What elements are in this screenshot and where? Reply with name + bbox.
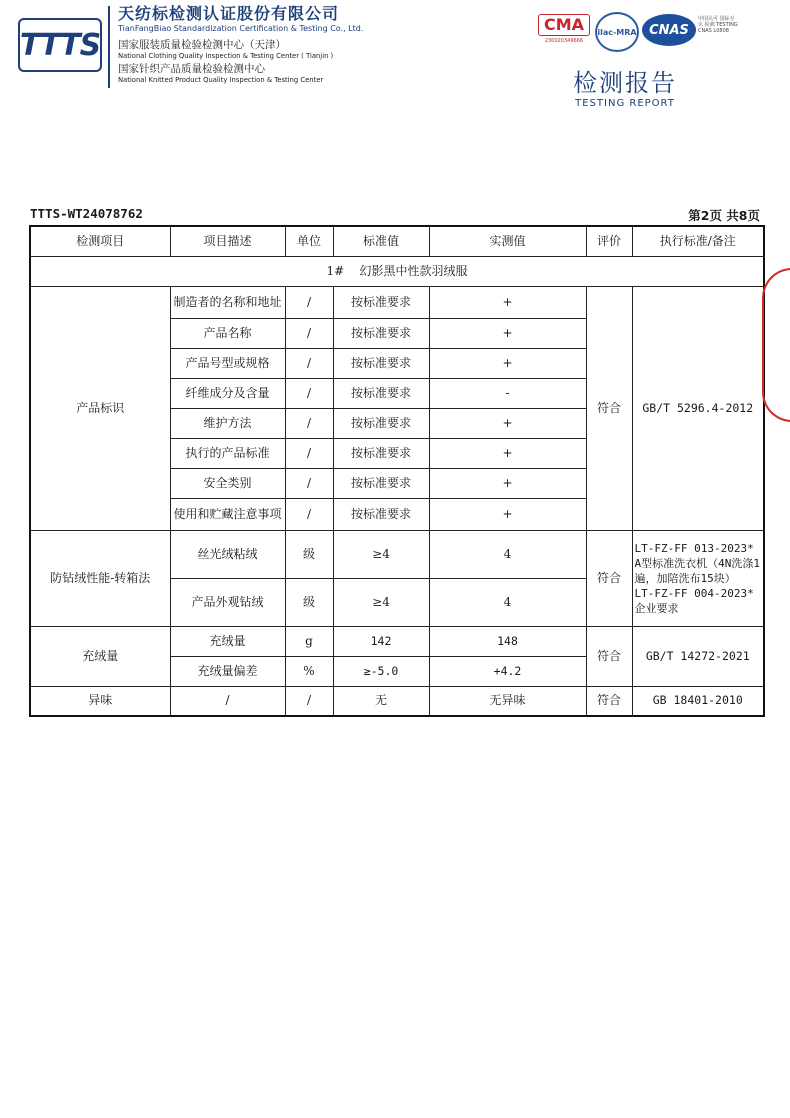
standard-g2: LT-FZ-FF 013-2023* A型标准洗衣机（4N洗涤1遍，加陪洗布15块） LT-FZ-FF 004-2023* 企业要求 <box>632 530 764 626</box>
item-standard-value: 按标准要求 <box>333 348 429 378</box>
item-measured-value: + <box>429 348 586 378</box>
item-unit: / <box>285 438 333 468</box>
standard-g4: GB 18401-2010 <box>632 686 764 716</box>
table-row <box>30 686 764 716</box>
item-standard-value: 按标准要求 <box>333 378 429 408</box>
item-unit: / <box>285 318 333 348</box>
item-unit: / <box>285 408 333 438</box>
column-header: 评价 <box>586 226 632 256</box>
column-header: 实测值 <box>429 226 586 256</box>
page-info: 第2页 共8页 <box>688 208 760 223</box>
item-desc: 充绒量 <box>170 626 285 656</box>
item-standard-value: ≥4 <box>333 530 429 578</box>
item-desc: 纤维成分及含量 <box>170 378 285 408</box>
evaluation-g2: 符合 <box>586 530 632 626</box>
item-desc: 产品名称 <box>170 318 285 348</box>
item-measured-value: + <box>429 468 586 498</box>
item-standard-value: 按标准要求 <box>333 468 429 498</box>
ilac-mra-mark <box>595 12 639 52</box>
sample-row <box>30 256 764 286</box>
sample-label: 1# 幻影黑中性款羽绒服 <box>30 256 764 286</box>
item-measured-value: 无异味 <box>429 686 586 716</box>
report-number: TTTS-WT24078762 <box>30 206 143 221</box>
group-label-g4: 异味 <box>30 686 170 716</box>
column-header: 检测项目 <box>30 226 170 256</box>
item-desc: 产品外观钻绒 <box>170 578 285 626</box>
report-title-en: TESTING REPORT <box>575 98 675 109</box>
report-title-cn: 检测报告 <box>573 69 677 97</box>
column-header: 执行标准/备注 <box>632 226 764 256</box>
standard-g1: GB/T 5296.4-2012 <box>632 286 764 530</box>
item-measured-value: + <box>429 286 586 318</box>
item-desc: 使用和贮藏注意事项 <box>170 498 285 530</box>
item-standard-value: 按标准要求 <box>333 498 429 530</box>
cnas-mark-text: CNAS <box>649 22 689 38</box>
item-unit: / <box>285 468 333 498</box>
inspection-seal <box>762 268 790 422</box>
item-standard-value: 按标准要求 <box>333 408 429 438</box>
table-row <box>30 530 764 578</box>
item-desc: 产品号型或规格 <box>170 348 285 378</box>
cma-mark-text: CMA <box>538 14 590 36</box>
item-measured-value: - <box>429 378 586 408</box>
item-unit: g <box>285 626 333 656</box>
report-header <box>0 0 790 130</box>
item-desc: 充绒量偏差 <box>170 656 285 686</box>
item-desc: 丝光绒粘绒 <box>170 530 285 578</box>
cma-number: 230020349666 <box>544 38 584 44</box>
item-standard-value: 按标准要求 <box>333 286 429 318</box>
company-block <box>118 4 363 85</box>
item-standard-value: 142 <box>333 626 429 656</box>
item-unit: 级 <box>285 578 333 626</box>
report-meta <box>30 206 760 224</box>
results-table <box>29 225 765 717</box>
item-standard-value: 无 <box>333 686 429 716</box>
cma-mark <box>538 14 590 46</box>
item-desc: 制造者的名称和地址 <box>170 286 285 318</box>
logo-divider <box>108 6 110 88</box>
group-label-g2: 防钻绒性能-转箱法 <box>30 530 170 626</box>
logo-text: TTTS <box>19 27 101 63</box>
center1-name-cn: 国家服装质量检验检测中心（天津） <box>118 39 286 51</box>
certification-marks <box>538 12 738 48</box>
item-desc: / <box>170 686 285 716</box>
company-name-cn: 天纺标检测认证股份有限公司 <box>118 4 340 23</box>
item-measured-value: +4.2 <box>429 656 586 686</box>
table-header-row <box>30 226 764 256</box>
company-name-en: TianFangBiao Standardization Certification & Testing Co., Ltd. <box>118 24 364 33</box>
item-unit: / <box>285 686 333 716</box>
item-unit: 级 <box>285 530 333 578</box>
evaluation-g3: 符合 <box>586 626 632 686</box>
item-measured-value: 4 <box>429 578 586 626</box>
item-unit: % <box>285 656 333 686</box>
ttts-logo <box>18 18 102 72</box>
center2-name-en: National Knitted Product Quality Inspection & Testing Center <box>118 76 324 84</box>
item-measured-value: + <box>429 408 586 438</box>
column-header: 单位 <box>285 226 333 256</box>
center1-name-en: National Clothing Quality Inspection & Testing Center ( Tianjin ) <box>118 52 334 60</box>
evaluation-g4: 符合 <box>586 686 632 716</box>
cnas-mark <box>642 14 696 46</box>
cnas-caption: 中国认可 国际互认 检测 TESTING CNAS L0808 <box>698 16 738 34</box>
item-standard-value: 按标准要求 <box>333 318 429 348</box>
item-unit: / <box>285 348 333 378</box>
report-title <box>560 68 690 110</box>
item-measured-value: + <box>429 318 586 348</box>
item-unit: / <box>285 498 333 530</box>
item-standard-value: ≥4 <box>333 578 429 626</box>
item-unit: / <box>285 286 333 318</box>
table-row <box>30 286 764 318</box>
item-measured-value: 148 <box>429 626 586 656</box>
table-row <box>30 626 764 656</box>
column-header: 标准值 <box>333 226 429 256</box>
item-desc: 安全类别 <box>170 468 285 498</box>
center2-name-cn: 国家针织产品质量检验检测中心 <box>118 63 265 75</box>
item-standard-value: ≥-5.0 <box>333 656 429 686</box>
standard-g3: GB/T 14272-2021 <box>632 626 764 686</box>
item-standard-value: 按标准要求 <box>333 438 429 468</box>
item-desc: 维护方法 <box>170 408 285 438</box>
ilac-mark-text: ilac-MRA <box>597 27 637 37</box>
evaluation-g1: 符合 <box>586 286 632 530</box>
item-measured-value: + <box>429 498 586 530</box>
item-measured-value: 4 <box>429 530 586 578</box>
group-label-g3: 充绒量 <box>30 626 170 686</box>
column-header: 项目描述 <box>170 226 285 256</box>
item-unit: / <box>285 378 333 408</box>
item-desc: 执行的产品标准 <box>170 438 285 468</box>
group-label-g1: 产品标识 <box>30 286 170 530</box>
item-measured-value: + <box>429 438 586 468</box>
